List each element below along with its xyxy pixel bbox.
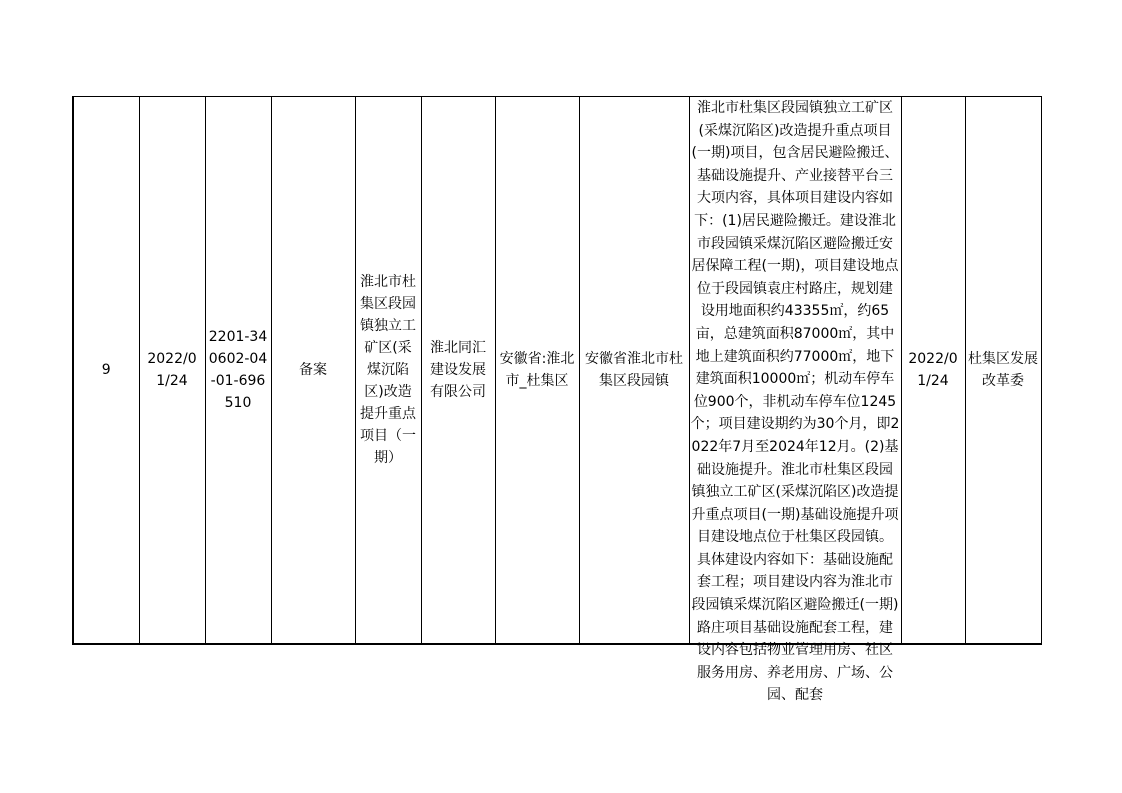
- location-cell: 安徽省淮北市杜集区段园镇: [579, 97, 689, 645]
- project-code-cell: 2201-340602-04-01-696510: [205, 97, 271, 645]
- content-text: 淮北市杜集区段园镇独立工矿区(采煤沉陷区)改造提升重点项目(一期)项目，包含居民避险搬迁、基础设施提升、产业接替平台三大项内容，具体项目建设内容如下：(1)居民避险搬迁。建设淮北市段园镇采煤沉陷区避险搬迁安居保障工程(一期)，项目建设地点位于段园镇袁庄村路庄，规划建设用地面积约43355㎡，约65亩，总建筑面积87000㎡，其中地上建筑面积约77000㎡，地下建筑面积10000㎡；机动车停车位900个，非机动车停车位1245个；项目建设期约为30个月，即2022年7月至2024年12月。(2)基础设施提升。淮北市杜集区段园镇独立工矿区(采煤沉陷区)改造提升重点项目(一期)基础设施提升项目建设地点位于杜集区段园镇。具体建设内容如下：基础设施配套工程；项目建设内容为淮北市段园镇采煤沉陷区避险搬迁(一期)路庄项目基础设施配套工程，建设内容包括物业管理用房、社区服务用房、养老用房、广场、公园、配套: [690, 100, 900, 704]
- table-row: [73, 97, 1041, 645]
- content-cell: [689, 97, 901, 704]
- date-cell: 2022/01/24: [139, 97, 205, 645]
- authority-cell: 杜集区发展改革委: [965, 97, 1041, 645]
- project-table: [72, 96, 1042, 704]
- company-cell: 淮北同汇建设发展有限公司: [421, 97, 495, 645]
- approval-date-cell: 2022/01/24: [901, 97, 965, 645]
- type-cell: 备案: [271, 97, 355, 645]
- project-name-cell: 淮北市杜集区段园镇独立工矿区(采煤沉陷区)改造提升重点项目（一期）: [355, 97, 421, 645]
- region-cell: 安徽省:淮北市_杜集区: [495, 97, 579, 645]
- seq-cell: 9: [73, 97, 139, 645]
